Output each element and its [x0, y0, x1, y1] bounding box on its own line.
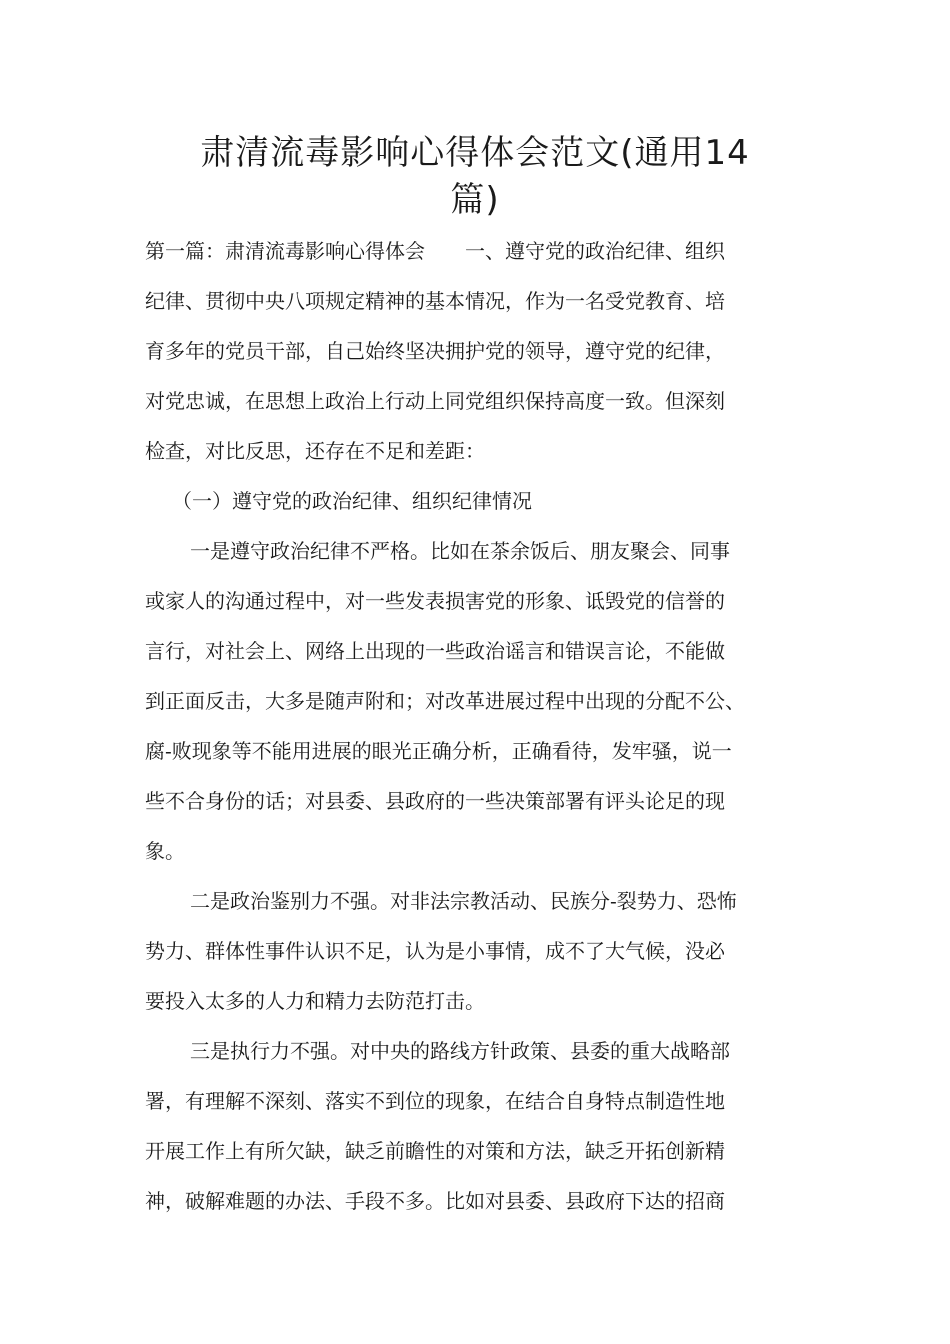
text-line: 神，破解难题的办法、手段不多。比如对县委、县政府下达的招商: [145, 1189, 725, 1213]
text-line: 育多年的党员干部，自己始终坚决拥护党的领导，遵守党的纪律，: [145, 339, 725, 363]
text-line: 到正面反击，大多是随声附和；对改革进展过程中出现的分配不公、: [145, 689, 745, 713]
text-line: 开展工作上有所欠缺，缺乏前瞻性的对策和方法，缺乏开拓创新精: [145, 1139, 725, 1163]
text-line: 象。: [145, 839, 185, 863]
section-heading: （一）遵守党的政治纪律、组织纪律情况: [172, 489, 532, 513]
text-line: 言行，对社会上、网络上出现的一些政治谣言和错误言论，不能做: [145, 639, 725, 663]
text-line: 对党忠诚，在思想上政治上行动上同党组织保持高度一致。但深刻: [145, 389, 725, 413]
text-line: 二是政治鉴别力不强。对非法宗教活动、民族分-裂势力、恐怖: [190, 889, 737, 913]
text-line: 三是执行力不强。对中央的路线方针政策、县委的重大战略部: [190, 1039, 730, 1063]
title-line-2: 篇): [450, 180, 500, 220]
text-line: 或家人的沟通过程中，对一些发表损害党的形象、诋毁党的信誉的: [145, 589, 725, 613]
text-line: 些不合身份的话；对县委、县政府的一些决策部署有评头论足的现: [145, 789, 725, 813]
text-line: 检查，对比反思，还存在不足和差距：: [145, 439, 485, 463]
text-line: 纪律、贯彻中央八项规定精神的基本情况，作为一名受党教育、培: [145, 289, 725, 313]
text-line: 腐-败现象等不能用进展的眼光正确分析，正确看待，发牢骚，说一: [145, 739, 732, 763]
text-line: 署，有理解不深刻、落实不到位的现象，在结合自身特点制造性地: [145, 1089, 725, 1113]
document-title: [100, 130, 850, 224]
text-line: 势力、群体性事件认识不足，认为是小事情，成不了大气候，没必: [145, 939, 725, 963]
text-line: 一是遵守政治纪律不严格。比如在茶余饭后、朋友聚会、同事: [190, 539, 730, 563]
text-line: 第一篇：肃清流毒影响心得体会 一、遵守党的政治纪律、组织: [145, 239, 725, 263]
text-line: 要投入太多的人力和精力去防范打击。: [145, 989, 485, 1013]
title-line-1: 肃清流毒影响心得体会范文(通用14: [200, 133, 750, 173]
